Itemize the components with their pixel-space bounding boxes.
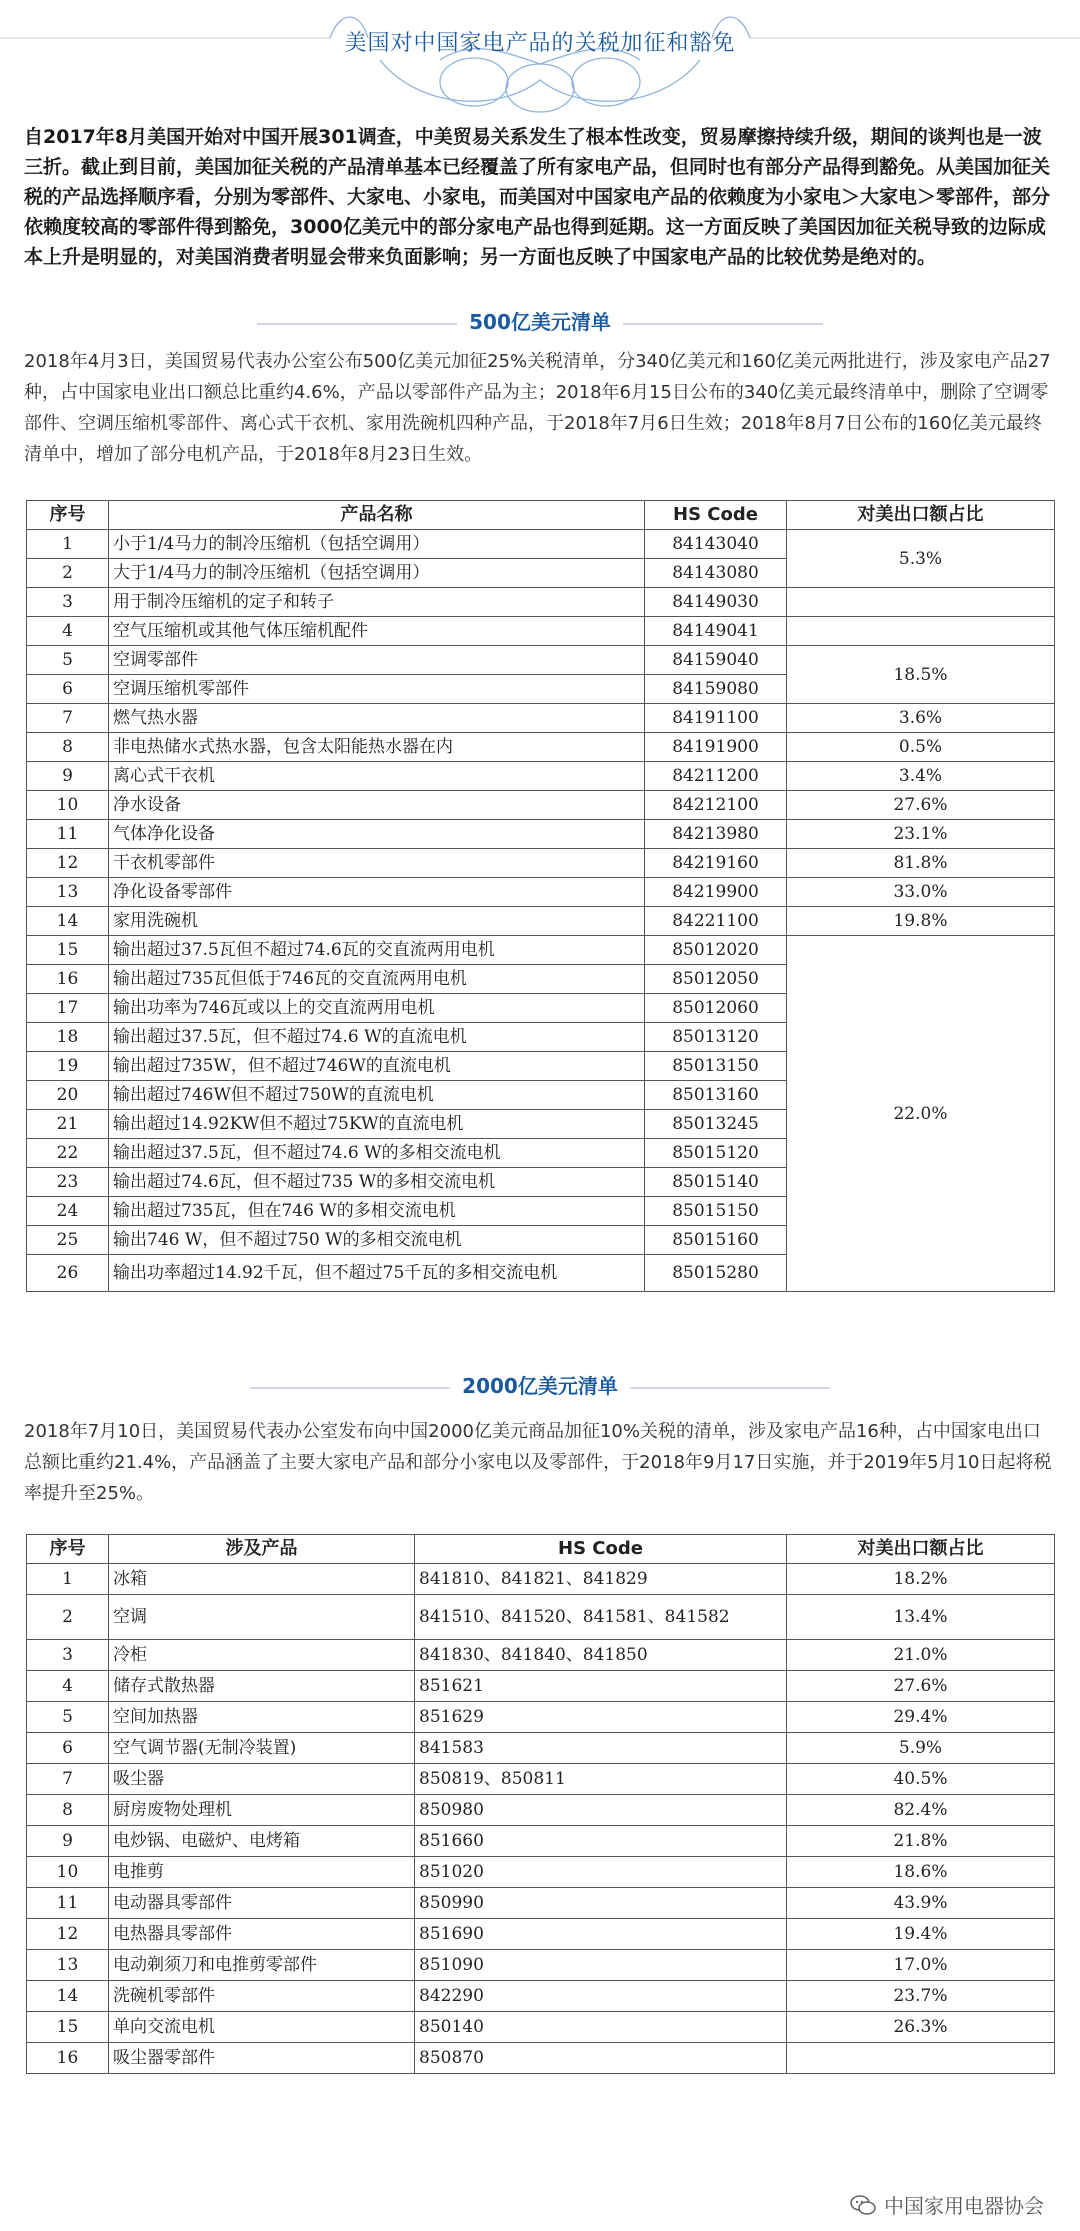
hs-code: 84191900 <box>645 733 787 762</box>
product-name: 输出超过37.5瓦，但不超过74.6 W的多相交流电机 <box>109 1139 645 1168</box>
row-number: 8 <box>27 1795 109 1826</box>
hs-code: 84149030 <box>645 588 787 617</box>
row-number: 12 <box>27 1919 109 1950</box>
hs-code: 85015150 <box>645 1197 787 1226</box>
row-number: 7 <box>27 1764 109 1795</box>
table-row <box>27 617 1055 646</box>
page-title: 美国对中国家电产品的关税加征和豁免 <box>344 31 736 56</box>
divider <box>623 323 823 325</box>
export-share: 29.4% <box>787 1702 1055 1733</box>
export-share: 27.6% <box>787 791 1055 820</box>
hs-code: 84149041 <box>645 617 787 646</box>
product-name: 电动剃须刀和电推剪零部件 <box>109 1950 415 1981</box>
hs-code: 851621 <box>415 1671 787 1702</box>
product-name: 冷柜 <box>109 1640 415 1671</box>
hs-code: 851690 <box>415 1919 787 1950</box>
table-row <box>27 2012 1055 2043</box>
row-number: 1 <box>27 530 109 559</box>
table-row <box>27 1640 1055 1671</box>
row-number: 10 <box>27 791 109 820</box>
product-name: 电动器具零部件 <box>109 1888 415 1919</box>
table-row <box>27 791 1055 820</box>
hs-code: 851090 <box>415 1950 787 1981</box>
product-name: 空调零部件 <box>109 646 645 675</box>
table-500 <box>26 500 1055 1292</box>
section2-paragraph: 2018年7月10日，美国贸易代表办公室发布向中国2000亿美元商品加征10%关税的清单，涉及家电产品16种，占中国家电出口总额比重约21.4%，产品涵盖了主要大家电产品和部分小家电以及零部件，于2018年9月17日实施，并于2019年5月10日起将税率提升至25%。 <box>24 1421 1052 1504</box>
row-number: 9 <box>27 762 109 791</box>
section1-title-text: 500亿美元清单 <box>469 310 611 334</box>
row-number: 9 <box>27 1826 109 1857</box>
product-name: 输出超过735W，但不超过746W的直流电机 <box>109 1052 645 1081</box>
table-row <box>27 1702 1055 1733</box>
export-share: 81.8% <box>787 849 1055 878</box>
export-share: 3.4% <box>787 762 1055 791</box>
export-share <box>787 2043 1055 2074</box>
row-number: 12 <box>27 849 109 878</box>
hs-code: 85012060 <box>645 994 787 1023</box>
product-name: 空气调节器(无制冷装置) <box>109 1733 415 1764</box>
row-number: 11 <box>27 820 109 849</box>
row-number: 6 <box>27 675 109 704</box>
hs-code: 851660 <box>415 1826 787 1857</box>
product-name: 输出746 W，但不超过750 W的多相交流电机 <box>109 1226 645 1255</box>
product-name: 空间加热器 <box>109 1702 415 1733</box>
hs-code: 84143040 <box>645 530 787 559</box>
export-share: 3.6% <box>787 704 1055 733</box>
export-share <box>787 588 1055 617</box>
table-row <box>27 588 1055 617</box>
row-number: 15 <box>27 936 109 965</box>
product-name: 吸尘器零部件 <box>109 2043 415 2074</box>
table-header-row <box>27 501 1055 530</box>
export-share: 43.9% <box>787 1888 1055 1919</box>
table-row <box>27 936 1055 965</box>
hs-code: 85012050 <box>645 965 787 994</box>
row-number: 4 <box>27 617 109 646</box>
column-header: HS Code <box>415 1535 787 1564</box>
export-share: 17.0% <box>787 1950 1055 1981</box>
header-banner <box>0 0 1080 120</box>
table-row <box>27 1795 1055 1826</box>
row-number: 5 <box>27 646 109 675</box>
hs-code: 85015120 <box>645 1139 787 1168</box>
hs-code: 84159040 <box>645 646 787 675</box>
row-number: 21 <box>27 1110 109 1139</box>
product-name: 空调压缩机零部件 <box>109 675 645 704</box>
row-number: 16 <box>27 965 109 994</box>
row-number: 2 <box>27 1595 109 1640</box>
table-row <box>27 849 1055 878</box>
export-share: 40.5% <box>787 1764 1055 1795</box>
hs-code: 84219160 <box>645 849 787 878</box>
hs-code: 851020 <box>415 1857 787 1888</box>
wechat-icon <box>850 2194 876 2216</box>
row-number: 4 <box>27 1671 109 1702</box>
hs-code: 84211200 <box>645 762 787 791</box>
product-name: 电热器具零部件 <box>109 1919 415 1950</box>
table-row <box>27 1733 1055 1764</box>
hs-code: 85013120 <box>645 1023 787 1052</box>
hs-code: 85015160 <box>645 1226 787 1255</box>
product-name: 电炒锅、电磁炉、电烤箱 <box>109 1826 415 1857</box>
table-row <box>27 1981 1055 2012</box>
hs-code: 850980 <box>415 1795 787 1826</box>
hs-code: 85013150 <box>645 1052 787 1081</box>
product-name: 吸尘器 <box>109 1764 415 1795</box>
row-number: 16 <box>27 2043 109 2074</box>
product-name: 输出功率为746瓦或以上的交直流两用电机 <box>109 994 645 1023</box>
hs-code: 84213980 <box>645 820 787 849</box>
product-name: 输出超过74.6瓦，但不超过735 W的多相交流电机 <box>109 1168 645 1197</box>
section2-title <box>0 1370 1080 1399</box>
table-row <box>27 1595 1055 1640</box>
export-share: 18.6% <box>787 1857 1055 1888</box>
column-header: 序号 <box>27 1535 109 1564</box>
row-number: 19 <box>27 1052 109 1081</box>
intro-paragraph: 自2017年8月美国开始对中国开展301调查，中美贸易关系发生了根本性改变，贸易摩擦持续升级，期间的谈判也是一波三折。截止到目前，美国加征关税的产品清单基本已经覆盖了所有家电产品，但同时也有部分产品得到豁免。从美国加征关税的产品选择顺序看，分别为零部件、大家电、小家电，而美国对中国家电产品的依赖度为小家电＞大家电＞零部件，部分依赖度较高的零部件得到豁免，3000亿美元中的部分家电产品也得到延期。这一方面反映了美国因加征关税导致的边际成本上升是明显的，对美国消费者明显会带来负面影响；另一方面也反映了中国家电产品的比较优势是绝对的。 <box>24 126 1051 268</box>
hs-code: 84191100 <box>645 704 787 733</box>
ornament-icon <box>0 0 1080 120</box>
row-number: 3 <box>27 1640 109 1671</box>
product-name: 空调 <box>109 1595 415 1640</box>
export-share: 19.4% <box>787 1919 1055 1950</box>
export-share: 5.3% <box>787 530 1055 588</box>
watermark-text: 中国家用电器协会 <box>884 2194 1044 2218</box>
table-row <box>27 646 1055 675</box>
row-number: 15 <box>27 2012 109 2043</box>
divider <box>257 323 457 325</box>
table-row <box>27 704 1055 733</box>
hs-code: 842290 <box>415 1981 787 2012</box>
source-watermark <box>850 2190 1044 2219</box>
hs-code: 84221100 <box>645 907 787 936</box>
row-number: 22 <box>27 1139 109 1168</box>
hs-code: 850819、850811 <box>415 1764 787 1795</box>
table-row <box>27 530 1055 559</box>
product-name: 离心式干衣机 <box>109 762 645 791</box>
hs-code: 841510、841520、841581、841582 <box>415 1595 787 1640</box>
row-number: 18 <box>27 1023 109 1052</box>
row-number: 14 <box>27 907 109 936</box>
hs-code: 85012020 <box>645 936 787 965</box>
export-share: 19.8% <box>787 907 1055 936</box>
export-share: 5.9% <box>787 1733 1055 1764</box>
product-name: 输出超过735瓦但低于746瓦的交直流两用电机 <box>109 965 645 994</box>
column-header: 序号 <box>27 501 109 530</box>
export-share: 18.2% <box>787 1564 1055 1595</box>
export-share: 0.5% <box>787 733 1055 762</box>
hs-code: 841810、841821、841829 <box>415 1564 787 1595</box>
row-number: 8 <box>27 733 109 762</box>
table-row <box>27 1671 1055 1702</box>
product-name: 电推剪 <box>109 1857 415 1888</box>
table-row <box>27 907 1055 936</box>
row-number: 23 <box>27 1168 109 1197</box>
product-name: 净水设备 <box>109 791 645 820</box>
row-number: 1 <box>27 1564 109 1595</box>
row-number: 3 <box>27 588 109 617</box>
product-name: 洗碗机零部件 <box>109 1981 415 2012</box>
table-row <box>27 1919 1055 1950</box>
product-name: 输出超过37.5瓦但不超过74.6瓦的交直流两用电机 <box>109 936 645 965</box>
section1-title <box>0 306 1080 335</box>
export-share: 33.0% <box>787 878 1055 907</box>
product-name: 输出超过735瓦，但在746 W的多相交流电机 <box>109 1197 645 1226</box>
product-name: 输出功率超过14.92千瓦，但不超过75千瓦的多相交流电机 <box>109 1255 645 1292</box>
row-number: 10 <box>27 1857 109 1888</box>
row-number: 13 <box>27 1950 109 1981</box>
export-share: 22.0% <box>787 936 1055 1292</box>
row-number: 5 <box>27 1702 109 1733</box>
divider <box>250 1387 450 1389</box>
row-number: 11 <box>27 1888 109 1919</box>
row-number: 7 <box>27 704 109 733</box>
export-share: 18.5% <box>787 646 1055 704</box>
export-share: 21.8% <box>787 1826 1055 1857</box>
product-name: 非电热储水式热水器，包含太阳能热水器在内 <box>109 733 645 762</box>
hs-code: 85013160 <box>645 1081 787 1110</box>
export-share: 13.4% <box>787 1595 1055 1640</box>
table-row <box>27 1826 1055 1857</box>
table-row <box>27 820 1055 849</box>
product-name: 输出超过746W但不超过750W的直流电机 <box>109 1081 645 1110</box>
divider <box>630 1387 830 1389</box>
product-name: 小于1/4马力的制冷压缩机（包括空调用） <box>109 530 645 559</box>
table-2000 <box>26 1534 1055 2074</box>
product-name: 输出超过37.5瓦，但不超过74.6 W的直流电机 <box>109 1023 645 1052</box>
table-row <box>27 1857 1055 1888</box>
row-number: 2 <box>27 559 109 588</box>
table-row <box>27 1564 1055 1595</box>
hs-code: 850870 <box>415 2043 787 2074</box>
hs-code: 851629 <box>415 1702 787 1733</box>
table-row <box>27 1764 1055 1795</box>
product-name: 净化设备零部件 <box>109 878 645 907</box>
table-row <box>27 878 1055 907</box>
product-name: 气体净化设备 <box>109 820 645 849</box>
hs-code: 850990 <box>415 1888 787 1919</box>
row-number: 24 <box>27 1197 109 1226</box>
product-name: 厨房废物处理机 <box>109 1795 415 1826</box>
table-row <box>27 1950 1055 1981</box>
product-name: 单向交流电机 <box>109 2012 415 2043</box>
export-share: 21.0% <box>787 1640 1055 1671</box>
product-name: 空气压缩机或其他气体压缩机配件 <box>109 617 645 646</box>
row-number: 17 <box>27 994 109 1023</box>
product-name: 家用洗碗机 <box>109 907 645 936</box>
table-row <box>27 2043 1055 2074</box>
column-header: 对美出口额占比 <box>787 501 1055 530</box>
table-row <box>27 762 1055 791</box>
product-name: 冰箱 <box>109 1564 415 1595</box>
column-header: HS Code <box>645 501 787 530</box>
table-row <box>27 733 1055 762</box>
hs-code: 84219900 <box>645 878 787 907</box>
hs-code: 841583 <box>415 1733 787 1764</box>
export-share: 27.6% <box>787 1671 1055 1702</box>
hs-code: 84143080 <box>645 559 787 588</box>
hs-code: 85013245 <box>645 1110 787 1139</box>
hs-code: 850140 <box>415 2012 787 2043</box>
row-number: 6 <box>27 1733 109 1764</box>
product-name: 用于制冷压缩机的定子和转子 <box>109 588 645 617</box>
product-name: 储存式散热器 <box>109 1671 415 1702</box>
export-share: 23.7% <box>787 1981 1055 2012</box>
hs-code: 85015280 <box>645 1255 787 1292</box>
section1-paragraph: 2018年4月3日，美国贸易代表办公室公布500亿美元加征25%关税清单，分340亿美元和160亿美元两批进行，涉及家电产品27种，占中国家电业出口额总比重约4.6%，产品以零部件产品为主；2018年6月15日公布的340亿美元最终清单中，删除了空调零部件、空调压缩机零部件、离心式干衣机、家用洗碗机四种产品，于2018年7月6日生效；2018年8月7日公布的160亿美元最终清单中，增加了部分电机产品，于2018年8月23日生效。 <box>24 351 1051 465</box>
row-number: 25 <box>27 1226 109 1255</box>
row-number: 14 <box>27 1981 109 2012</box>
column-header: 对美出口额占比 <box>787 1535 1055 1564</box>
export-share: 23.1% <box>787 820 1055 849</box>
column-header: 产品名称 <box>109 501 645 530</box>
product-name: 燃气热水器 <box>109 704 645 733</box>
row-number: 26 <box>27 1255 109 1292</box>
export-share <box>787 617 1055 646</box>
row-number: 20 <box>27 1081 109 1110</box>
product-name: 输出超过14.92KW但不超过75KW的直流电机 <box>109 1110 645 1139</box>
hs-code: 85015140 <box>645 1168 787 1197</box>
hs-code: 841830、841840、841850 <box>415 1640 787 1671</box>
table-header-row <box>27 1535 1055 1564</box>
product-name: 大于1/4马力的制冷压缩机（包括空调用） <box>109 559 645 588</box>
section2-title-text: 2000亿美元清单 <box>462 1374 618 1398</box>
export-share: 82.4% <box>787 1795 1055 1826</box>
hs-code: 84212100 <box>645 791 787 820</box>
product-name: 干衣机零部件 <box>109 849 645 878</box>
table-row <box>27 1888 1055 1919</box>
column-header: 涉及产品 <box>109 1535 415 1564</box>
hs-code: 84159080 <box>645 675 787 704</box>
export-share: 26.3% <box>787 2012 1055 2043</box>
row-number: 13 <box>27 878 109 907</box>
